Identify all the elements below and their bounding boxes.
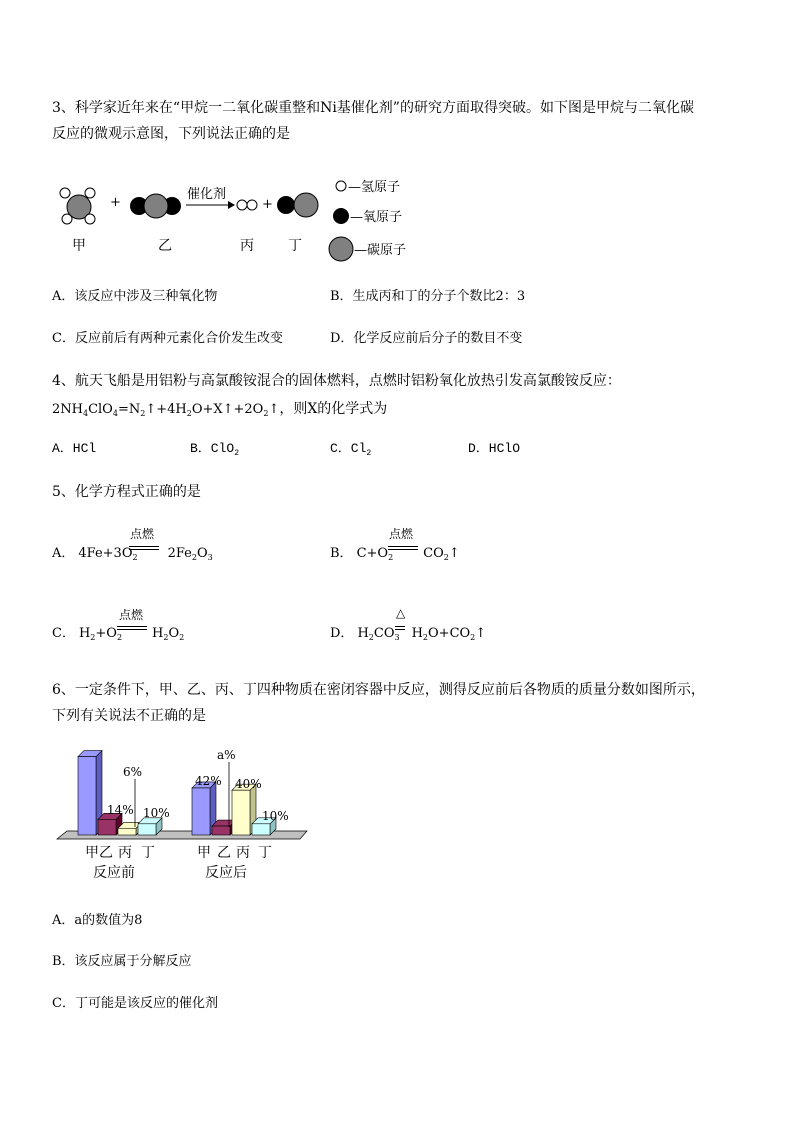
q3-option-b: B．生成丙和丁的分子个数比2：3	[330, 289, 526, 304]
q3-option-d: D．化学反应前后分子的数目不变	[330, 331, 523, 346]
hydrogen-molecule	[237, 200, 257, 210]
q5-option-a: A． $4Fe+3O_2$ $2Fe_2O_3$	[52, 546, 213, 562]
value-label-g0-丁: 10%	[143, 806, 170, 820]
value-label-g1-乙: a%	[217, 748, 236, 762]
q3-option-c: C．反应前后有两种元素化合价发生改变	[52, 331, 283, 346]
q6-option-a: A．a的数值为8	[52, 913, 143, 928]
category-label-g1-乙: 乙	[217, 845, 231, 861]
q6-stem-line1: 6、一定条件下，甲、乙、丙、丁四种物质在密闭容器中反应，测得反应前后各物质的质量分数如图所示，	[52, 682, 705, 698]
value-label-g1-甲: 42%	[195, 774, 222, 788]
q4-option-a: A．HCl	[52, 441, 97, 456]
carbon-monoxide-molecule	[277, 193, 318, 217]
value-label-g1-丁: 10%	[262, 809, 289, 823]
q3-reaction-diagram	[52, 168, 422, 268]
atom-legend	[329, 180, 406, 261]
hydrogen-atom-icon	[336, 181, 346, 191]
legend-hydrogen: —氢原子	[348, 180, 401, 195]
q4-equation-line: $2NH_4ClO_4=N_2↑+4H_2O+X↑+2O_2↑$，则X的化学式为	[52, 401, 388, 418]
q5-d-eq-line1	[395, 626, 405, 627]
bar-g1-丁	[252, 824, 270, 835]
q5-c-eq-line1	[117, 626, 147, 627]
legend-carbon: —碳原子	[354, 243, 407, 258]
q5-a-eq-line1	[129, 546, 159, 547]
q5-b-eq-line2	[388, 549, 418, 550]
value-label-g0-乙: 14%	[107, 803, 134, 817]
q4-option-d: D．HClO	[468, 441, 521, 456]
bar-g0-丙	[118, 828, 136, 835]
q5-a-condition: 点燃	[130, 527, 155, 541]
label-jia: 甲	[72, 238, 86, 254]
bar-g1-甲	[192, 788, 210, 835]
category-label-g1-丁: 丁	[258, 845, 272, 861]
q5-a-eq-line2	[129, 549, 159, 550]
category-label-g0-丁: 丁	[141, 845, 155, 861]
q4-option-b: B．ClO$_2$	[190, 441, 240, 458]
q5-b-eq-line1	[388, 546, 418, 547]
mass-fraction-chart	[55, 745, 315, 885]
bar-g1-丙	[232, 790, 250, 835]
label-bing: 丙	[240, 238, 254, 254]
bar-g0-甲	[78, 757, 96, 835]
group-label-1: 反应后	[205, 865, 247, 881]
category-label-g1-丙: 丙	[236, 845, 250, 861]
q5-option-c: C． $H_2+O_2$ $H_2O_2$	[52, 626, 185, 642]
bar-g1-乙	[212, 826, 230, 835]
q5-c-eq-line2	[117, 629, 147, 630]
legend-oxygen: —氧原子	[350, 210, 403, 225]
q6-option-c: C．丁可能是该反应的催化剂	[52, 996, 218, 1011]
oxygen-atom-icon	[333, 208, 349, 224]
q6-stem-line2: 下列有关说法不正确的是	[52, 708, 206, 724]
value-label-g0-丙: 6%	[123, 765, 143, 779]
bar-g0-丁	[138, 824, 156, 835]
q3-option-a: A．该反应中涉及三种氧化物	[52, 289, 218, 304]
category-label-g0-乙: 乙	[99, 845, 113, 861]
methane-molecule	[60, 188, 95, 224]
carbon-atom-icon	[329, 237, 353, 261]
q5-d-eq-line2	[395, 629, 405, 630]
q6-option-b: B．该反应属于分解反应	[52, 954, 192, 969]
category-label-g0-丙: 丙	[118, 845, 132, 861]
label-ding: 丁	[288, 238, 302, 254]
bar-g0-乙	[98, 819, 116, 835]
value-label-g1-丙: 40%	[235, 777, 262, 791]
q5-option-d: D． $H_2CO_3$ $H_2O+CO_2↑$	[330, 626, 487, 642]
q3-stem-line2: 反应的微观示意图，下列说法正确的是	[52, 126, 290, 142]
label-yi: 乙	[158, 238, 172, 254]
plus-sign-2: +	[262, 197, 273, 212]
category-label-g1-甲: 甲	[197, 845, 211, 861]
q5-stem: 5、化学方程式正确的是	[52, 484, 201, 500]
q5-c-condition: 点燃	[119, 608, 144, 622]
category-label-g0-甲: 甲	[85, 845, 99, 861]
carbon-dioxide-molecule	[130, 194, 181, 218]
q5-b-condition: 点燃	[389, 527, 414, 541]
reaction-arrow-head	[228, 201, 235, 209]
plus-sign-1: +	[110, 195, 121, 210]
q4-option-c: C．$Cl_2$	[330, 441, 372, 458]
group-label-0: 反应前	[93, 865, 135, 881]
q5-option-b: B． $C+O_2$ $CO_2↑$	[330, 546, 460, 562]
q3-stem-line1: 3、科学家近年来在“甲烷一二氧化碳重整和Ni基催化剂”的研究方面取得突破。如下图是甲烷与二氧化碳	[52, 100, 694, 116]
q4-stem-line1: 4、航天飞船是用铝粉与高氯酸铵混合的固体燃料，点燃时铝粉氧化放热引发高氯酸铵反应：	[52, 373, 621, 389]
catalyst-label: 催化剂	[187, 187, 227, 202]
q5-d-condition: △	[396, 606, 406, 620]
